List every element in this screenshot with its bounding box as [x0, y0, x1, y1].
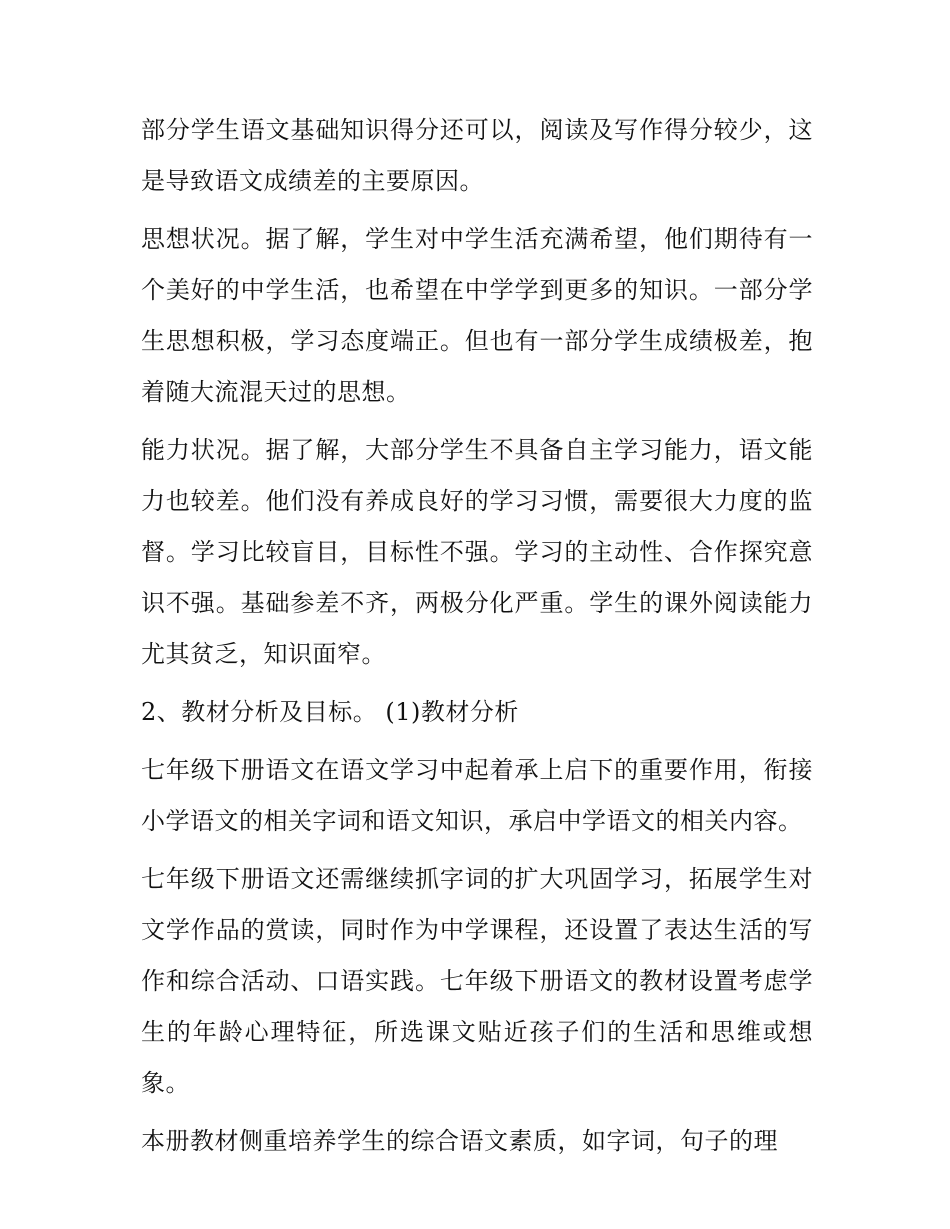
paragraph-thought-status: 思想状况。据了解，学生对中学生活充满希望，他们期待有一个美好的中学生活，也希望在中学学到更多的知识。一部分学生思想积极，学习态度端正。但也有一部分学生成绩极差，抱着随大流混天过的思想。: [141, 225, 813, 406]
document-body: [141, 105, 813, 1174]
paragraph-textbook-content: 七年级下册语文还需继续抓字词的扩大巩固学习，拓展学生对文学作品的赏读，同时作为中学课程，还设置了表达生活的写作和综合活动、口语实践。七年级下册语文的教材设置考虑学生的年龄心理特征，所选课文贴近孩子们的生活和思维或想象。: [141, 865, 813, 1097]
paragraph-textbook-role: 七年级下册语文在语文学习中起着承上启下的重要作用，衔接小学语文的相关字词和语文知识，承启中学语文的相关内容。: [141, 756, 813, 835]
paragraph-basic-knowledge: 部分学生语文基础知识得分还可以，阅读及写作得分较少，这是导致语文成绩差的主要原因。: [141, 116, 813, 195]
section-heading-textbook-analysis: 2、教材分析及目标。 (1)教材分析: [141, 698, 519, 726]
paragraph-ability-status: 能力状况。据了解，大部分学生不具备自主学习能力，语文能力也较差。他们没有养成良好的学习习惯，需要很大力度的监督。学习比较盲目，目标性不强。学习的主动性、合作探究意识不强。基础参差不齐，两极分化严重。学生的课外阅读能力尤其贫乏，知识面窄。: [141, 436, 813, 668]
paragraph-textbook-focus: 本册教材侧重培养学生的综合语文素质，如字词，句子的理: [141, 1127, 778, 1155]
